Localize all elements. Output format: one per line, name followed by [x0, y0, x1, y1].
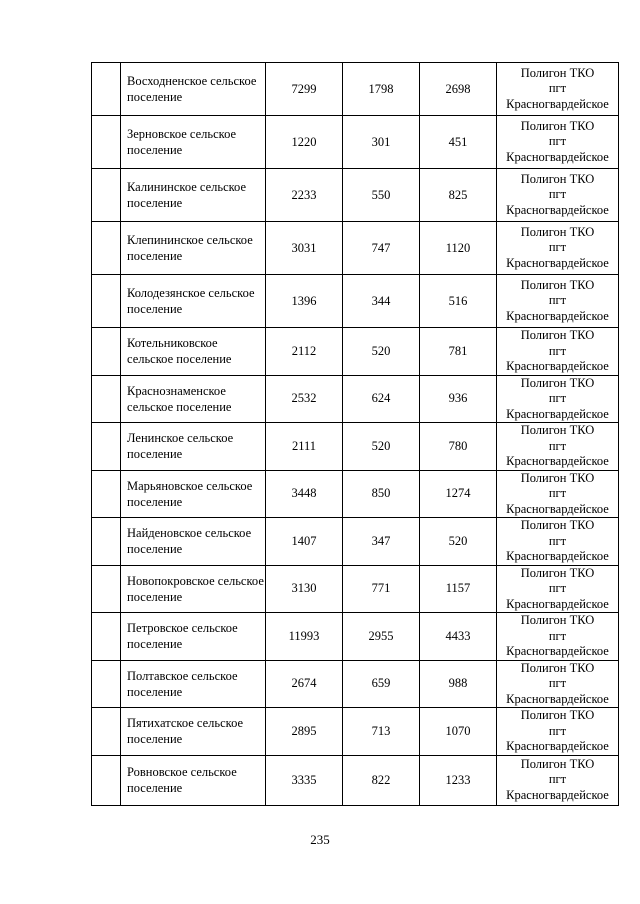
- settlement-name-cell: Новопокровское сельское поселение: [121, 565, 266, 613]
- destination-cell: [497, 275, 619, 328]
- settlement-name-cell: Краснознаменское сельское поселение: [121, 375, 266, 423]
- destination-line: Полигон ТКО: [520, 171, 595, 186]
- table-row: [92, 470, 619, 518]
- destination-line: пгт: [548, 772, 567, 787]
- destination-line: Полигон ТКО: [520, 565, 595, 580]
- destination-line: Красногвардейское: [506, 691, 609, 706]
- value-cell-1: 1220: [266, 116, 343, 169]
- destination-line: Полигон ТКО: [520, 118, 595, 133]
- settlement-name-cell: Котельниковское сельское поселение: [121, 328, 266, 376]
- row-empty-cell: [92, 375, 121, 423]
- settlement-name-cell: Колодезянское сельское поселение: [121, 275, 266, 328]
- value-cell-1: 1407: [266, 518, 343, 566]
- value-cell-2: 520: [343, 423, 420, 471]
- value-cell-2: 344: [343, 275, 420, 328]
- value-cell-1: 3031: [266, 222, 343, 275]
- destination-line: Красногвардейское: [506, 549, 609, 563]
- row-empty-cell: [92, 565, 121, 613]
- destination-cell: [497, 222, 619, 275]
- value-cell-1: 3130: [266, 565, 343, 613]
- destination-line: Красногвардейское: [506, 308, 609, 323]
- value-cell-3: 1274: [420, 470, 497, 518]
- value-cell-2: 301: [343, 116, 420, 169]
- table-row: [92, 116, 619, 169]
- destination-line: Красногвардейское: [506, 406, 609, 421]
- destination-line: пгт: [548, 486, 567, 500]
- destination-cell: [497, 375, 619, 423]
- destination-line: пгт: [548, 240, 567, 255]
- destination-line: Полигон ТКО: [520, 660, 595, 675]
- value-cell-1: 3335: [266, 755, 343, 805]
- destination-line: Полигон ТКО: [520, 470, 595, 485]
- value-cell-3: 1233: [420, 755, 497, 805]
- value-cell-3: 936: [420, 375, 497, 423]
- settlement-name-cell: Клепининское сельское поселение: [121, 222, 266, 275]
- destination-cell: [497, 423, 619, 471]
- destination-line: Полигон ТКО: [520, 277, 595, 292]
- value-cell-1: 2895: [266, 708, 343, 756]
- value-cell-3: 451: [420, 116, 497, 169]
- table-row: [92, 222, 619, 275]
- destination-line: пгт: [548, 628, 567, 643]
- row-empty-cell: [92, 63, 121, 116]
- settlement-name-cell: Калининское сельское поселение: [121, 169, 266, 222]
- table-row: [92, 755, 619, 805]
- destination-line: пгт: [548, 391, 567, 405]
- destination-line: Полигон ТКО: [520, 328, 595, 342]
- value-cell-2: 822: [343, 755, 420, 805]
- destination-cell: [497, 660, 619, 708]
- destination-line: пгт: [548, 533, 567, 548]
- value-cell-1: 3448: [266, 470, 343, 518]
- destination-line: пгт: [548, 134, 567, 149]
- table-row: [92, 660, 619, 708]
- value-cell-1: 2111: [266, 423, 343, 471]
- destination-line: Красногвардейское: [506, 787, 609, 802]
- value-cell-3: 1157: [420, 565, 497, 613]
- destination-line: Красногвардейское: [506, 202, 609, 217]
- row-empty-cell: [92, 423, 121, 471]
- settlement-name-cell: Зерновское сельское поселение: [121, 116, 266, 169]
- row-empty-cell: [92, 708, 121, 756]
- table-row: [92, 708, 619, 756]
- destination-line: пгт: [548, 438, 567, 453]
- value-cell-2: 713: [343, 708, 420, 756]
- table-row: [92, 613, 619, 661]
- destination-line: Полигон ТКО: [520, 518, 595, 532]
- value-cell-1: 2233: [266, 169, 343, 222]
- value-cell-2: 624: [343, 375, 420, 423]
- destination-cell: [497, 518, 619, 566]
- value-cell-2: 771: [343, 565, 420, 613]
- value-cell-1: 2112: [266, 328, 343, 376]
- destination-cell: [497, 63, 619, 116]
- settlement-name-cell: Марьяновское сельское поселение: [121, 470, 266, 518]
- row-empty-cell: [92, 169, 121, 222]
- destination-line: Полигон ТКО: [520, 756, 595, 771]
- value-cell-2: 747: [343, 222, 420, 275]
- settlement-name-cell: Найденовское сельское поселение: [121, 518, 266, 566]
- destination-line: пгт: [548, 581, 567, 595]
- value-cell-3: 516: [420, 275, 497, 328]
- destination-cell: [497, 169, 619, 222]
- destination-line: Полигон ТКО: [520, 65, 595, 80]
- row-empty-cell: [92, 660, 121, 708]
- value-cell-3: 2698: [420, 63, 497, 116]
- table-row: [92, 328, 619, 376]
- value-cell-1: 2674: [266, 660, 343, 708]
- destination-cell: [497, 328, 619, 376]
- value-cell-2: 347: [343, 518, 420, 566]
- row-empty-cell: [92, 328, 121, 376]
- row-empty-cell: [92, 275, 121, 328]
- destination-line: Полигон ТКО: [520, 423, 595, 437]
- row-empty-cell: [92, 613, 121, 661]
- destination-line: пгт: [548, 723, 567, 738]
- table-row: [92, 275, 619, 328]
- value-cell-2: 550: [343, 169, 420, 222]
- settlement-name-cell: Ровновское сельское поселение: [121, 755, 266, 805]
- value-cell-3: 520: [420, 518, 497, 566]
- table-row: [92, 565, 619, 613]
- value-cell-3: 988: [420, 660, 497, 708]
- value-cell-2: 520: [343, 328, 420, 376]
- value-cell-1: 7299: [266, 63, 343, 116]
- row-empty-cell: [92, 518, 121, 566]
- settlements-table-body: [92, 63, 619, 806]
- table-row: [92, 423, 619, 471]
- settlement-name-cell: Восходненское сельское поселение: [121, 63, 266, 116]
- destination-line: пгт: [548, 293, 567, 308]
- destination-cell: [497, 470, 619, 518]
- destination-line: Красногвардейское: [506, 454, 609, 468]
- destination-line: пгт: [548, 676, 567, 690]
- row-empty-cell: [92, 470, 121, 518]
- destination-line: пгт: [548, 187, 567, 202]
- row-empty-cell: [92, 222, 121, 275]
- table-row: [92, 169, 619, 222]
- destination-line: Красногвардейское: [506, 359, 609, 373]
- value-cell-1: 1396: [266, 275, 343, 328]
- value-cell-3: 1120: [420, 222, 497, 275]
- table-row: [92, 63, 619, 116]
- destination-cell: [497, 755, 619, 805]
- destination-line: Красногвардейское: [506, 149, 609, 164]
- value-cell-1: 11993: [266, 613, 343, 661]
- destination-line: Красногвардейское: [506, 501, 609, 516]
- value-cell-2: 2955: [343, 613, 420, 661]
- destination-line: пгт: [548, 81, 567, 96]
- settlement-name-cell: Петровское сельское поселение: [121, 613, 266, 661]
- value-cell-3: 780: [420, 423, 497, 471]
- row-empty-cell: [92, 116, 121, 169]
- value-cell-3: 1070: [420, 708, 497, 756]
- value-cell-2: 659: [343, 660, 420, 708]
- destination-line: Полигон ТКО: [520, 375, 595, 390]
- value-cell-1: 2532: [266, 375, 343, 423]
- value-cell-2: 850: [343, 470, 420, 518]
- destination-cell: [497, 613, 619, 661]
- destination-cell: [497, 116, 619, 169]
- destination-line: Красногвардейское: [506, 255, 609, 270]
- destination-line: Полигон ТКО: [520, 613, 595, 627]
- destination-line: Красногвардейское: [506, 739, 609, 753]
- destination-line: Красногвардейское: [506, 596, 609, 611]
- settlement-name-cell: Полтавское сельское поселение: [121, 660, 266, 708]
- row-empty-cell: [92, 755, 121, 805]
- table-row: [92, 375, 619, 423]
- destination-line: Красногвардейское: [506, 644, 609, 658]
- page-number: 235: [310, 832, 330, 847]
- destination-cell: [497, 565, 619, 613]
- value-cell-3: 4433: [420, 613, 497, 661]
- settlement-name-cell: Пятихатское сельское поселение: [121, 708, 266, 756]
- destination-cell: [497, 708, 619, 756]
- value-cell-3: 825: [420, 169, 497, 222]
- destination-line: Красногвардейское: [506, 96, 609, 111]
- destination-line: Полигон ТКО: [520, 708, 595, 722]
- value-cell-2: 1798: [343, 63, 420, 116]
- settlements-table: [91, 62, 619, 806]
- settlement-name-cell: Ленинское сельское поселение: [121, 423, 266, 471]
- destination-line: пгт: [548, 343, 567, 358]
- value-cell-3: 781: [420, 328, 497, 376]
- table-row: [92, 518, 619, 566]
- destination-line: Полигон ТКО: [520, 224, 595, 239]
